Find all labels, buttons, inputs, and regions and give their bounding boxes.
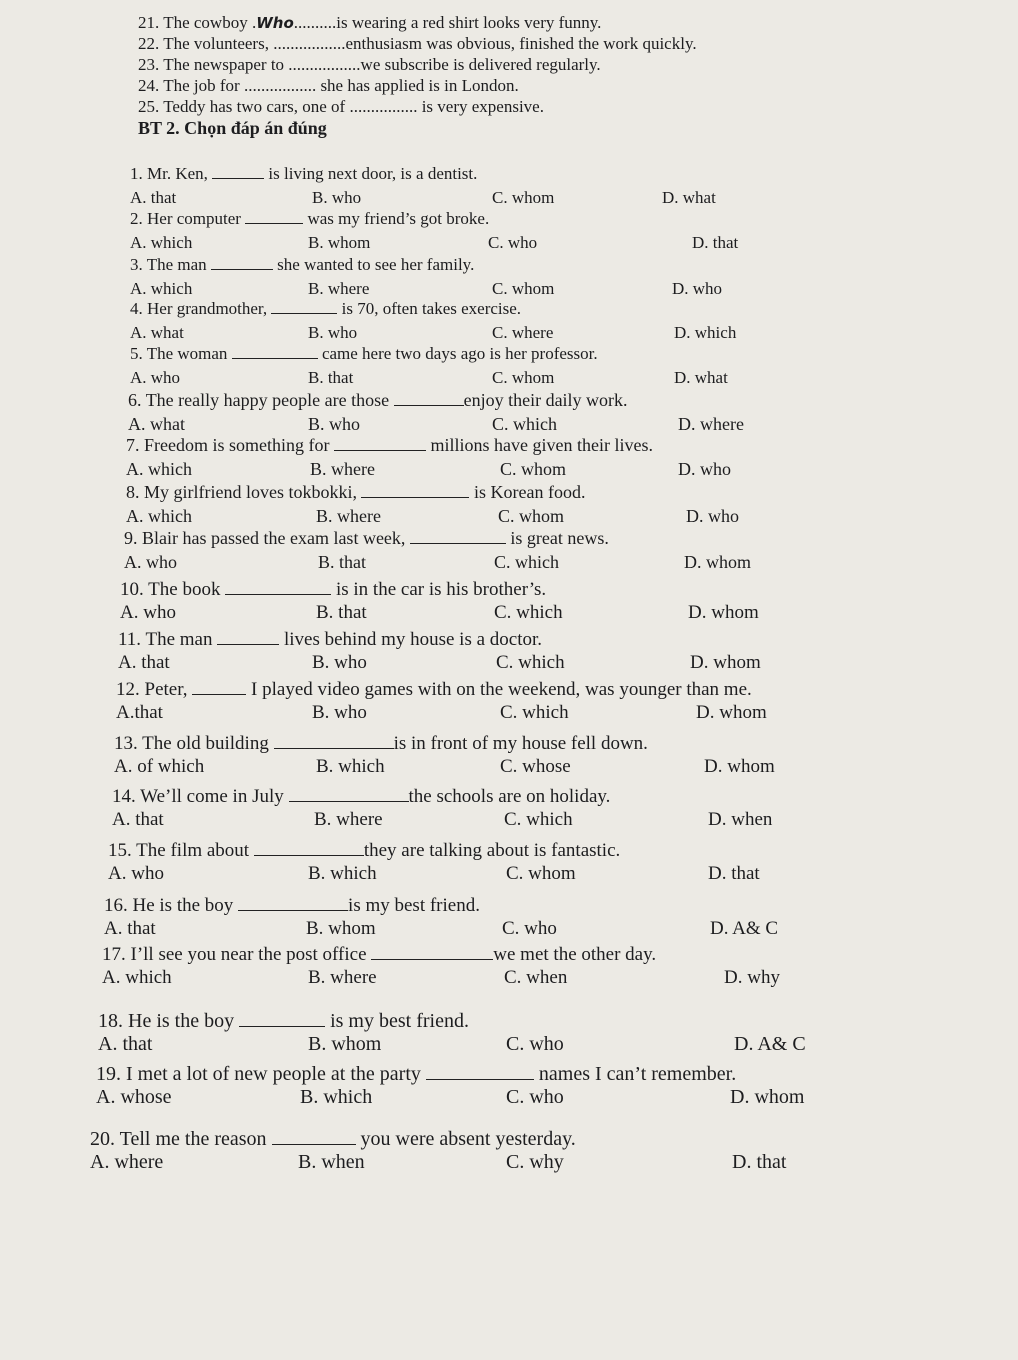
question-number: 9. [124, 528, 138, 548]
item-number: 24. [138, 76, 160, 95]
question-text-before: The really happy people are those [145, 390, 394, 410]
answer-options [126, 457, 731, 481]
dotted-blank[interactable]: ................ [349, 97, 418, 116]
question-stem [98, 1008, 469, 1032]
option-c[interactable]: C. who [502, 918, 557, 939]
question-stem [128, 388, 628, 412]
question-text-after: is Korean food. [469, 482, 586, 502]
question-text-before: The book [148, 579, 226, 601]
option-d[interactable]: D. A& C [710, 918, 779, 939]
question-text-before: Her grandmother, [147, 299, 272, 318]
item-text-before: The cowboy . [163, 13, 257, 32]
option-b[interactable]: B. whom [308, 1033, 382, 1055]
question-13 [114, 731, 775, 779]
option-a[interactable]: A. which [126, 506, 192, 526]
item-text-before: The volunteers, [163, 34, 274, 53]
question-text-before: He is the boy [128, 1010, 240, 1032]
answer-blank[interactable] [245, 208, 303, 224]
question-stem [130, 297, 521, 321]
question-text-after: is 70, often takes exercise. [337, 299, 522, 318]
option-a[interactable]: A. that [118, 652, 170, 673]
question-stem [118, 627, 542, 651]
option-d[interactable]: D. that [692, 233, 739, 252]
question-text-before: Her computer [147, 209, 246, 228]
question-number: 5. [130, 344, 143, 363]
option-c[interactable]: C. why [506, 1151, 564, 1173]
option-b[interactable]: B. where [316, 506, 381, 526]
question-stem [130, 162, 477, 186]
item-text-after: she has applied is in London. [316, 76, 519, 95]
answer-blank[interactable] [274, 731, 394, 749]
option-d[interactable]: D. A& C [734, 1033, 806, 1055]
option-c[interactable]: C. whose [500, 756, 571, 777]
answer-options [114, 755, 775, 779]
question-12 [116, 677, 767, 725]
question-number: 10. [120, 579, 144, 601]
option-c[interactable]: C. whom [498, 506, 565, 526]
question-number: 6. [128, 390, 142, 410]
intro-exercise [138, 12, 998, 139]
item-number: 22. [138, 34, 160, 53]
option-d[interactable]: D. where [678, 414, 744, 434]
option-b[interactable]: B. whom [306, 918, 376, 939]
question-16 [104, 893, 779, 941]
answer-blank[interactable] [254, 838, 364, 856]
option-a[interactable]: A. which [130, 279, 193, 298]
intro-item-21 [138, 12, 998, 33]
question-stem [126, 480, 585, 504]
question-number: 16. [104, 895, 128, 917]
question-text-before: Freedom is something for [144, 435, 334, 455]
question-20 [90, 1126, 787, 1174]
question-stem [90, 1126, 576, 1150]
answer-options [116, 701, 767, 725]
option-d[interactable]: D. whom [688, 602, 759, 623]
question-number: 15. [108, 840, 132, 862]
answer-options [102, 966, 780, 990]
question-stem [114, 731, 648, 755]
answer-blank[interactable] [394, 389, 464, 406]
answer-blank[interactable] [211, 254, 273, 270]
question-stem [108, 838, 620, 862]
question-text-after: the schools are on holiday. [408, 786, 611, 808]
question-number: 11. [118, 629, 142, 651]
option-d[interactable]: D. whom [730, 1086, 805, 1108]
option-b[interactable]: B. where [308, 967, 377, 988]
item-number: 23. [138, 55, 160, 74]
question-text-after: was my friend’s got broke. [303, 209, 490, 228]
answer-blank[interactable] [238, 893, 348, 911]
question-number: 7. [126, 435, 140, 455]
question-text-before: Tell me the reason [119, 1128, 272, 1150]
dotted-blank[interactable]: .......... [293, 13, 337, 32]
question-18 [98, 1008, 806, 1056]
option-c[interactable]: C. whom [500, 459, 567, 479]
question-number: 4. [130, 299, 143, 318]
option-d[interactable]: D. who [678, 459, 731, 479]
option-b[interactable]: B. whom [308, 233, 371, 252]
option-a[interactable]: A. which [126, 459, 192, 479]
item-text-before: Teddy has two cars, one of [163, 97, 350, 116]
answer-blank[interactable] [271, 298, 337, 314]
question-number: 14. [112, 786, 136, 808]
option-d[interactable]: D. who [686, 506, 739, 526]
option-c[interactable]: C. who [506, 1086, 564, 1108]
item-text-after: is very expensive. [417, 97, 544, 116]
question-stem [130, 207, 489, 231]
question-text-after: is living next door, is a dentist. [264, 164, 478, 183]
intro-item-22 [138, 33, 998, 54]
question-text-after: is in the car is his brother’s. [331, 579, 547, 601]
option-b[interactable]: B. which [308, 863, 377, 884]
answer-blank[interactable] [334, 434, 426, 451]
question-3 [130, 253, 723, 301]
question-text-after: you were absent yesterday. [355, 1128, 576, 1150]
option-c[interactable]: C. which [496, 652, 565, 673]
option-a[interactable]: A. that [104, 918, 156, 939]
question-7 [126, 433, 731, 481]
option-a[interactable]: A. which [102, 967, 172, 988]
question-text-after: names I can’t remember. [533, 1063, 737, 1085]
option-b[interactable]: B. who [308, 323, 358, 342]
answer-blank[interactable] [217, 627, 279, 645]
question-11 [118, 627, 761, 675]
question-stem [124, 526, 609, 550]
question-5 [130, 342, 728, 390]
question-10 [120, 577, 759, 625]
option-d[interactable]: D. why [724, 967, 780, 988]
question-text-after: they are talking about is fantastic. [363, 840, 621, 862]
answer-blank[interactable] [289, 784, 409, 802]
answer-options [112, 808, 773, 832]
option-a[interactable]: A.that [116, 702, 163, 723]
option-d[interactable]: D. whom [704, 756, 775, 777]
question-text-before: I’ll see you near the post office [130, 944, 372, 966]
option-b[interactable]: B. who [308, 414, 361, 434]
item-number: 21. [138, 13, 160, 32]
answer-blank[interactable] [371, 942, 493, 960]
item-text-after: we subscribe is delivered regularly. [360, 55, 601, 74]
option-d[interactable]: D. what [662, 188, 716, 207]
section-title: BT 2. Chọn đáp án đúng [138, 118, 327, 138]
dotted-blank[interactable]: ................. [288, 55, 361, 74]
answer-options [118, 651, 761, 675]
option-b[interactable]: B. where [314, 809, 383, 830]
option-d[interactable]: D. whom [696, 702, 767, 723]
option-d[interactable]: D. that [732, 1151, 787, 1173]
question-9 [124, 526, 751, 574]
option-c[interactable]: C. where [492, 323, 554, 342]
option-b[interactable]: B. where [308, 279, 370, 298]
question-4 [130, 297, 737, 345]
option-b[interactable]: B. which [300, 1086, 373, 1108]
question-stem [120, 577, 546, 601]
question-text-after: she wanted to see her family. [272, 255, 475, 274]
question-1 [130, 162, 716, 210]
option-c[interactable]: C. when [504, 967, 568, 988]
option-c[interactable]: C. which [500, 702, 569, 723]
question-stem [102, 942, 656, 966]
option-b[interactable]: B. who [312, 652, 367, 673]
answer-blank[interactable] [225, 577, 331, 595]
option-a[interactable]: A. what [130, 323, 184, 342]
answer-options [104, 917, 779, 941]
question-text-before: I met a lot of new people at the party [126, 1063, 426, 1085]
answer-options [120, 601, 759, 625]
intro-item-23 [138, 54, 998, 75]
answer-blank[interactable] [361, 481, 469, 498]
question-text-after: I played video games with on the weekend, was younger than me. [246, 679, 752, 701]
question-text-before: Peter, [144, 679, 193, 701]
option-a[interactable]: A. that [98, 1033, 153, 1055]
option-b[interactable]: B. who [312, 188, 362, 207]
option-a[interactable]: A. of which [114, 756, 205, 777]
handwritten-answer: Who [256, 14, 294, 32]
answer-blank[interactable] [272, 1126, 356, 1145]
question-text-before: Blair has passed the exam last week, [142, 528, 410, 548]
question-17 [102, 942, 780, 990]
question-number: 12. [116, 679, 140, 701]
item-text-before: The job for [163, 76, 244, 95]
item-text-after: is wearing a red shirt looks very funny. [336, 13, 602, 32]
question-number: 13. [114, 733, 138, 755]
question-text-before: He is the boy [132, 895, 239, 917]
answer-options [126, 504, 739, 528]
question-number: 20. [90, 1128, 115, 1150]
question-number: 3. [130, 255, 143, 274]
option-b[interactable]: B. that [316, 602, 367, 623]
option-c[interactable]: C. whom [492, 368, 555, 387]
option-b[interactable]: B. which [316, 756, 385, 777]
question-number: 1. [130, 164, 143, 183]
option-d[interactable]: D. who [672, 279, 723, 298]
answer-blank[interactable] [426, 1061, 534, 1080]
option-a[interactable]: A. that [130, 188, 177, 207]
question-text-before: Mr. Ken, [147, 164, 213, 183]
question-14 [112, 784, 773, 832]
option-b[interactable]: B. when [298, 1151, 365, 1173]
question-text-after: millions have given their lives. [425, 435, 653, 455]
option-a[interactable]: A. what [128, 414, 185, 434]
question-stem [130, 342, 598, 366]
answer-blank[interactable] [212, 163, 264, 179]
answer-options [96, 1085, 805, 1109]
question-stem [104, 893, 480, 917]
answer-options [98, 1032, 806, 1056]
option-d[interactable]: D. that [708, 863, 760, 884]
intro-item-24 [138, 75, 998, 96]
question-number: 8. [126, 482, 140, 502]
option-c[interactable]: C. who [488, 233, 538, 252]
question-text-before: We’ll come in July [140, 786, 289, 808]
question-stem [112, 784, 610, 808]
question-stem [130, 253, 474, 277]
option-b[interactable]: B. that [308, 368, 354, 387]
question-text-after: is in front of my house fell down. [393, 733, 648, 755]
question-number: 18. [98, 1010, 123, 1032]
question-8 [126, 480, 739, 528]
option-a[interactable]: A. who [124, 552, 177, 572]
option-b[interactable]: B. that [318, 552, 366, 572]
answer-blank[interactable] [192, 677, 246, 695]
option-a[interactable]: A. who [130, 368, 181, 387]
answer-options [130, 366, 728, 390]
option-c[interactable]: C. whom [492, 279, 555, 298]
option-c[interactable]: C. which [504, 809, 573, 830]
question-text-before: The old building [142, 733, 274, 755]
question-text-after: is my best friend. [348, 895, 480, 917]
question-text-before: The woman [146, 344, 232, 363]
option-c[interactable]: C. which [494, 602, 563, 623]
option-a[interactable]: A. which [130, 233, 193, 252]
question-text-after: is my best friend. [325, 1010, 469, 1032]
question-stem [126, 433, 653, 457]
item-number: 25. [138, 97, 160, 116]
option-d[interactable]: D. what [674, 368, 728, 387]
option-a[interactable]: A. where [90, 1151, 164, 1173]
answer-blank[interactable] [410, 527, 506, 544]
answer-options [108, 862, 760, 886]
question-stem [116, 677, 752, 701]
answer-blank[interactable] [232, 343, 318, 359]
question-text-before: The film about [136, 840, 254, 862]
question-text-before: The man [146, 255, 211, 274]
option-a[interactable]: A. who [108, 863, 164, 884]
option-d[interactable]: D. whom [690, 652, 761, 673]
option-a[interactable]: A. that [112, 809, 164, 830]
question-text-after: came here two days ago is her professor. [317, 344, 598, 363]
option-c[interactable]: C. whom [492, 188, 555, 207]
option-d[interactable]: D. when [708, 809, 773, 830]
question-text-after: we met the other day. [493, 944, 657, 966]
question-19 [96, 1061, 805, 1109]
question-6 [128, 388, 744, 436]
option-c[interactable]: C. which [494, 552, 559, 572]
question-text-after: enjoy their daily work. [463, 390, 628, 410]
dotted-blank[interactable]: ................. [273, 34, 346, 53]
option-b[interactable]: B. where [310, 459, 375, 479]
option-c[interactable]: C. which [492, 414, 557, 434]
option-c[interactable]: C. whom [506, 863, 576, 884]
question-text-after: lives behind my house is a doctor. [279, 629, 543, 651]
answer-options [124, 550, 751, 574]
question-text-before: The man [145, 629, 218, 651]
question-text-before: My girlfriend loves tokbokki, [144, 482, 362, 502]
intro-item-25 [138, 96, 998, 117]
option-a[interactable]: A. whose [96, 1086, 172, 1108]
item-text-before: The newspaper to [163, 55, 289, 74]
item-text-after: enthusiasm was obvious, finished the work quickly. [345, 34, 697, 53]
option-c[interactable]: C. who [506, 1033, 564, 1055]
question-15 [108, 838, 760, 886]
answer-options [90, 1150, 787, 1174]
question-number: 2. [130, 209, 143, 228]
question-number: 19. [96, 1063, 121, 1085]
option-d[interactable]: D. whom [684, 552, 751, 572]
option-d[interactable]: D. which [674, 323, 737, 342]
answer-options [130, 231, 739, 255]
dotted-blank[interactable]: ................. [243, 76, 317, 95]
question-number: 17. [102, 944, 126, 966]
question-stem [96, 1061, 736, 1085]
option-b[interactable]: B. who [312, 702, 367, 723]
question-text-after: is great news. [505, 528, 609, 548]
question-2 [130, 207, 739, 255]
answer-blank[interactable] [239, 1008, 325, 1027]
option-a[interactable]: A. who [120, 602, 176, 623]
